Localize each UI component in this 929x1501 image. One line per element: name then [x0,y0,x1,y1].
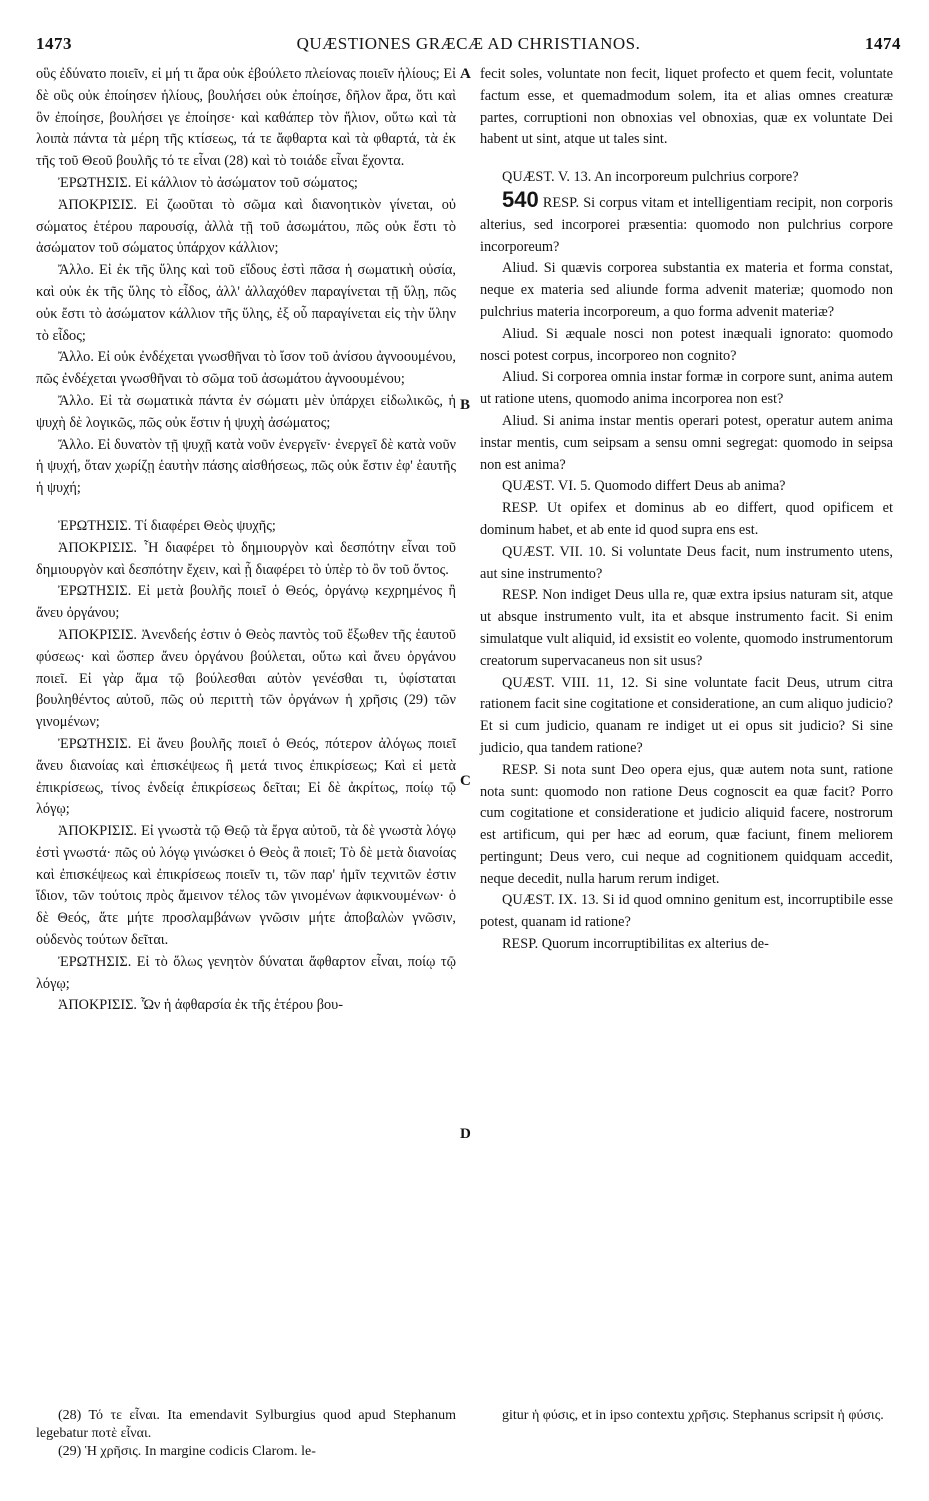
running-title: QUÆSTIONES GRÆCÆ AD CHRISTIANOS. [296,34,641,53]
latin-aliud: Aliud. Si corporea omnia instar formæ in corpore sunt, anima autem ut ratione utens, quomodo anima incorporea non est? [480,369,893,408]
latin-question: QUÆST. V. 13. An incorporeum pulchrius corpore? [502,169,799,186]
greek-answer: ἈΠΟΚΡΙΣΙΣ. Ὧν ἡ ἀφθαρσία ἐκ τῆς ἑτέρου βου- [58,997,343,1014]
latin-answer: RESP. Si nota sunt Deo opera ejus, quæ autem nota sunt, ratione nota sunt: quomodo non ratione Deus cognoscit ea quæ facit? Porro cum cogitatione et consideratione et judicio aliquid facere, nostrorum est artificum, qui per hæc ad eorum, quæ faciunt, finem meliorem pertingunt; Deus vero, cui neque ad cognitionem quidquam accedit, neque decedit, nulla harum rerum indiget. [480,761,893,887]
latin-aliud: Aliud. Si anima instar mentis operari potest, operatur autem anima instar mentis, cum seipsam a sensu omni segregat: quomodo in seipsa non est anima? [480,412,893,473]
greek-answer: ἈΠΟΚΡΙΣΙΣ. Εἰ ζωοῦται τὸ σῶμα καὶ διανοητικὸν γίνεται, οὐ σώματος ἑτέρου παρουσίᾳ, ἀλλὰ τῇ τοῦ ἀσωμάτου, πῶς οὐκ ἔστι τὸ ἀσώματον τοῦ σώματος ὑπάρχον κάλλιον; [36,196,456,257]
footnote: gitur ἡ φύσις, et in ipso contextu χρῆσις. Stephanus scripsit ἡ φύσις. [502,1408,884,1423]
greek-question: ἘΡΩΤΗΣΙΣ. Εἰ κάλλιον τὸ ἀσώματον τοῦ σώματος; [58,174,358,191]
margin-letter-b: B [460,397,471,413]
greek-column [36,64,456,1017]
greek-aliud: Ἄλλο. Εἰ δυνατὸν τῇ ψυχῇ κατὰ νοῦν ἐνεργεῖν· ἐνεργεῖ δὲ κατὰ νοῦν ἡ ψυχή, ὅταν χωρίζῃ ἑαυτὴν πάσης αἰσθήσεως, πῶς οὐκ ἔστιν ἐφ' ἑαυτῆς ἡ ψυχή; [36,436,456,497]
greek-question: ἘΡΩΤΗΣΙΣ. Τί διαφέρει Θεὸς ψυχῆς; [58,517,276,534]
latin-answer: RESP. Non indiget Deus ulla re, quæ extra ipsius naturam sit, atque ut absque instrumento vult, ita et absque instrumento facit. Si enim simulatque vult aliquid, id exsistit eo volente, quomodo instrumentorum creatorum supervacaneus non sit usus? [480,587,893,669]
footnote: (29) Ἡ χρῆσις. In margine codicis Clarom. le- [58,1444,316,1459]
margin-letter-d: D [460,1126,471,1142]
greek-aliud: Ἄλλο. Εἰ τὰ σωματικὰ πάντα ἐν σώματι μὲν ὑπάρχει εἰδωλικῶς, ἡ ψυχὴ δὲ λογικῶς, πῶς οὐκ ἔστιν ἡ ψυχὴ ἀσώματος; [36,392,456,431]
latin-answer: RESP. Quorum incorruptibilitas ex alterius de- [502,936,769,953]
latin-answer [480,186,893,258]
spacer [480,151,893,167]
greek-answer: ἈΠΟΚΡΙΣΙΣ. Εἰ γνωστὰ τῷ Θεῷ τὰ ἔργα αὐτοῦ, τὰ δὲ γνωστὰ λόγῳ ἐστὶ γνωστά· πῶς οὐ λόγῳ γινώσκει ὁ Θεὸς ἃ ποιεῖ; Τὸ δὲ μετὰ διανοίας καὶ ἐπισκέψεως καὶ ἐπικρίσεως ποιεῖν τι, τῶν παρ' ἡμῖν τεχνιτῶν ἐστιν ἴδιον, τῶν τούτοις πρὸς ἄμεινον τέλος τῶν γινομένων ἀφικνουμένων· ὁ δὲ Θεός, ἅτε μήτε προσλαμβάνων γνῶσιν μήτε ἀποβαλὼν γνῶσιν, οὐδενὸς τούτων δεῖται. [36,823,456,949]
latin-question: QUÆST. VIII. 11, 12. Si sine voluntate facit Deus, utrum citra rationem facit sine cogitatione et consideratione, an cum aliquo judicio? Et si cum judicio, quanam re indiget ut ei opus sit judicio? Si sine judicio, qua tandem ratione? [480,674,893,756]
greek-aliud: Ἄλλο. Εἰ ἐκ τῆς ὕλης καὶ τοῦ εἴδους ἐστὶ πᾶσα ἡ σωματικὴ οὐσία, καὶ οὐκ ἐκ τῆς ὕλης τὸ εἶδος, ἀλλ' ἀλλαχόθεν παραγίνεται τῇ ὕλῃ, πῶς οὐκ ἔστι τὸ ἀσώματον κάλλιον τῆς ὕλης, ἐξ οὗ παραγίνεται εἰς τὴν ὕλην τὸ εἶδος; [36,262,456,344]
greek-aliud: Ἄλλο. Εἰ οὐκ ἐνδέχεται γνωσθῆναι τὸ ἴσον τοῦ ἀνίσου ἀγνοουμένου, πῶς ἐνδέχεται γνωσθῆναι τὸ σῶμα τοῦ ἀσωμάτου ἀγνοουμένου; [36,349,456,388]
greek-question: ἘΡΩΤΗΣΙΣ. Εἰ ἄνευ βουλῆς ποιεῖ ὁ Θεός, πότερον ἀλόγως ποιεῖ ἄνευ διανοίας καὶ ἐπισκέψεως ἢ μετά τινος ἐπικρίσεως; Καὶ εἰ μετὰ ἐπικρίσεως, τίνος ἐνδείᾳ ἐπικρίσεως δεῖται; Εἰ δὲ ἀκρίτως, ποίῳ τῷ λόγῳ; [36,735,456,818]
column-number: 540 [502,186,539,212]
spacer [36,500,456,516]
greek-question: ἘΡΩΤΗΣΙΣ. Εἰ μετὰ βουλῆς ποιεῖ ὁ Θεός, ὀργάνῳ κεχρημένος ἢ ἄνευ ὀργάνου; [36,583,456,622]
greek-answer: ἈΠΟΚΡΙΣΙΣ. Ἀνενδεής ἐστιν ὁ Θεὸς παντὸς τοῦ ἔξωθεν τῆς ἑαυτοῦ φύσεως· καὶ ὥσπερ ἄνευ ὀργάνου βούλεται, οὕτω καὶ ἄνευ ὀργάνου ποιεῖ. Εἰ γὰρ ἅμα τῷ βούλεσθαι αὐτὸν γενέσθαι τι, ὑφίσταται βουληθέντος αὐτοῦ, πῶς οὐ περιττὴ τῶν ὀργάνων ἡ χρῆσις (29) τῶν γινομένων; [36,626,456,731]
latin-paragraph: fecit soles, voluntate non fecit, liquet profecto et quem fecit, voluntate factum esse, et quemadmodum solem, ita et alias omnes creaturæ partes, corruptioni non obnoxias vel obnoxias, quæ ex voluntate Dei habent ut sint, atque ut tales sint. [480,66,893,148]
greek-paragraph: οὓς ἐδύνατο ποιεῖν, εἰ μή τι ἄρα οὐκ ἐβούλετο πλείονας ποιεῖν ἡλίους; Εἰ δὲ οὓς οὐκ ἐποίησεν ἡλίους, βουλήσει οὐκ ἐποίησε, δῆλον ἄρα, ὅτι καὶ ὃν ἐποίησε, βουλήσει γε ἐποίησε· καὶ καθάπερ τὸν ἥλιον, οὕτω καὶ τὰ λοιπὰ πάντα τὰ μέρη τῆς κτίσεως, τά τε ἄφθαρτα καὶ τὰ φθαρτά, τὰ ἐκ τῆς τοῦ Θεοῦ βουλῆς τό τε εἶναι (28) καὶ τὸ τοιάδε εἶναι ἔχοντα. [36,66,456,170]
latin-column [480,64,893,956]
latin-answer-text: RESP. Si corpus vitam et intelligentiam recipit, non corporis alterius, sed incorporei præsentia: quomodo non pulchrius corpore incorporeum? [480,194,893,255]
greek-question: ἘΡΩΤΗΣΙΣ. Εἰ τὸ ὅλως γενητὸν δύναται ἄφθαρτον εἶναι, ποίῳ τῷ λόγῳ; [36,953,456,992]
latin-question: QUÆST. VI. 5. Quomodo differt Deus ab anima? [502,478,786,495]
footnotes-left [36,1407,456,1461]
latin-question: QUÆST. VII. 10. Si voluntate Deus facit, num instrumento utens, aut sine instrumento? [480,543,893,582]
latin-answer: RESP. Ut opifex et dominus ab eo differt, quod opificem et dominum habet, et ab ente id quod supra ens est. [480,500,893,538]
latin-aliud: Aliud. Si æquale nosci non potest inæquali ignorato: quomodo nosci potest corpus, incorporeo non cognito? [480,325,893,364]
latin-question: QUÆST. IX. 13. Si id quod omnino genitum est, incorruptibile esse potest, quanam id ratione? [480,892,893,931]
latin-aliud: Aliud. Si quævis corporea substantia ex materia et forma constat, neque ex materia sed aliunde forma advenit materiæ; quomodo non pulchrius materia incorporeum, a quo forma advenit materiæ? [480,260,893,320]
running-header [36,34,901,58]
margin-letter-c: C [460,773,471,789]
footnotes-right [480,1407,893,1425]
page-number-left: 1473 [36,34,72,53]
margin-letter-a: A [460,66,471,82]
greek-answer: ἈΠΟΚΡΙΣΙΣ. Ἧ διαφέρει τὸ δημιουργὸν καὶ δεσπότην εἶναι τοῦ δημιουργὸν καὶ δεσπότην ἔχειν, καὶ ᾗ διαφέρει τὸ ὑπὲρ τὸ ὂν τοῦ ὄντος. [36,539,456,578]
footnote: (28) Τό τε εἶναι. Ita emendavit Sylburgius quod apud Stephanum legebatur ποτὲ εἶναι. [36,1408,456,1441]
page-number-right: 1474 [865,34,901,53]
